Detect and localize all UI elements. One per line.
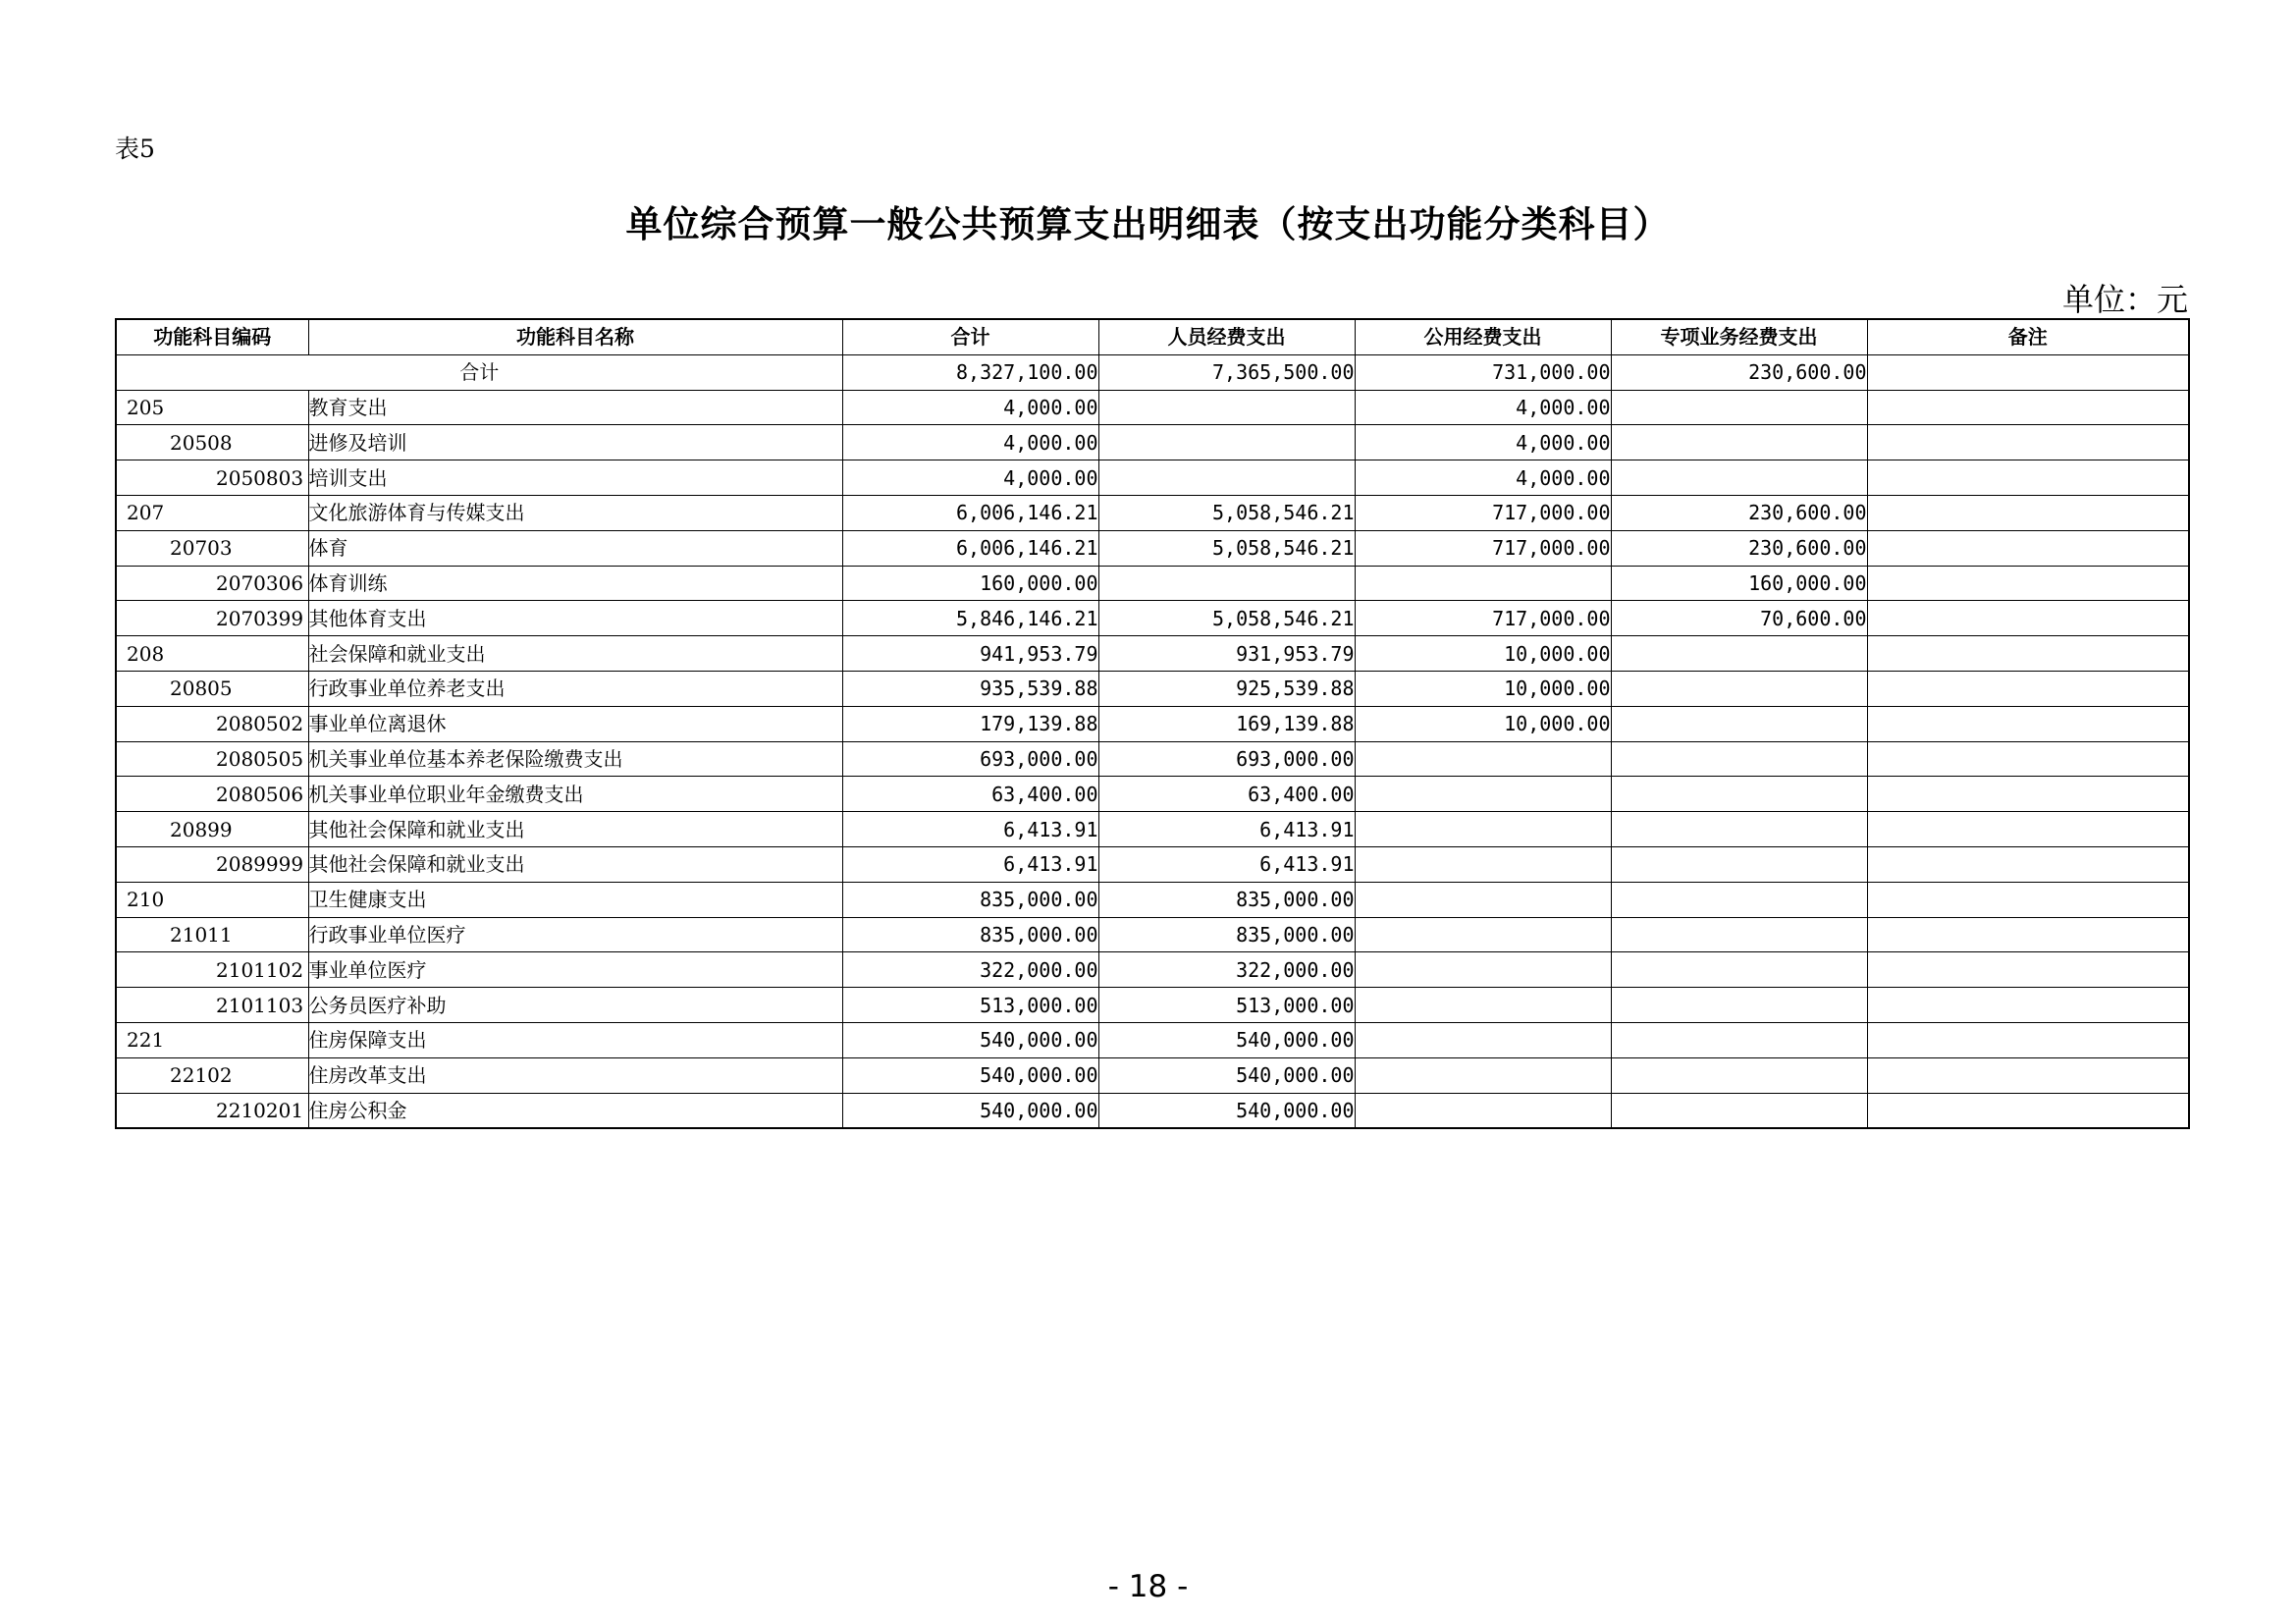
cell-public [1355,1093,1611,1128]
table-row [116,390,2189,425]
cell-remark [1867,846,2189,882]
total-row [116,354,2189,390]
cell-code: 20703 [116,530,308,566]
total-row-total: 8,327,100.00 [842,354,1098,390]
cell-personnel: 540,000.00 [1098,1093,1355,1128]
table-row [116,777,2189,812]
table-row [116,917,2189,952]
cell-total: 513,000.00 [842,988,1098,1023]
header-remark: 备注 [1867,319,2189,354]
cell-name: 体育训练 [308,566,842,601]
cell-personnel: 925,539.88 [1098,671,1355,706]
cell-name: 卫生健康支出 [308,882,842,917]
cell-remark [1867,425,2189,460]
cell-name: 社会保障和就业支出 [308,636,842,672]
cell-total: 6,006,146.21 [842,530,1098,566]
cell-name: 文化旅游体育与传媒支出 [308,495,842,530]
cell-code: 20805 [116,671,308,706]
cell-personnel: 835,000.00 [1098,917,1355,952]
cell-special [1611,671,1867,706]
cell-code: 205 [116,390,308,425]
cell-code: 2089999 [116,846,308,882]
cell-public [1355,988,1611,1023]
cell-special [1611,425,1867,460]
cell-special [1611,988,1867,1023]
cell-public: 10,000.00 [1355,671,1611,706]
cell-public [1355,812,1611,847]
cell-special [1611,1022,1867,1057]
cell-special [1611,917,1867,952]
cell-public [1355,741,1611,777]
cell-personnel: 5,058,546.21 [1098,530,1355,566]
cell-public: 10,000.00 [1355,636,1611,672]
cell-special [1611,952,1867,988]
table-row [116,1093,2189,1128]
cell-name: 进修及培训 [308,425,842,460]
header-personnel: 人员经费支出 [1098,319,1355,354]
cell-code: 20508 [116,425,308,460]
table-row [116,460,2189,496]
cell-name: 培训支出 [308,460,842,496]
cell-personnel: 540,000.00 [1098,1057,1355,1093]
cell-total: 941,953.79 [842,636,1098,672]
cell-public: 4,000.00 [1355,390,1611,425]
table-row [116,812,2189,847]
table-row [116,882,2189,917]
cell-total: 540,000.00 [842,1057,1098,1093]
cell-code: 2080506 [116,777,308,812]
table-row [116,425,2189,460]
cell-public: 4,000.00 [1355,460,1611,496]
cell-code: 2070306 [116,566,308,601]
cell-remark [1867,495,2189,530]
cell-public [1355,777,1611,812]
total-row-remark [1867,354,2189,390]
cell-code: 208 [116,636,308,672]
header-public: 公用经费支出 [1355,319,1611,354]
cell-total: 693,000.00 [842,741,1098,777]
cell-name: 机关事业单位职业年金缴费支出 [308,777,842,812]
cell-public [1355,882,1611,917]
table-row [116,671,2189,706]
cell-special [1611,390,1867,425]
cell-name: 体育 [308,530,842,566]
cell-special [1611,741,1867,777]
table-row [116,495,2189,530]
cell-special: 160,000.00 [1611,566,1867,601]
cell-personnel: 63,400.00 [1098,777,1355,812]
cell-code: 207 [116,495,308,530]
cell-name: 住房公积金 [308,1093,842,1128]
cell-total: 4,000.00 [842,460,1098,496]
header-name: 功能科目名称 [308,319,842,354]
cell-personnel: 5,058,546.21 [1098,601,1355,636]
cell-total: 179,139.88 [842,706,1098,741]
cell-total: 6,413.91 [842,846,1098,882]
cell-remark [1867,812,2189,847]
header-code: 功能科目编码 [116,319,308,354]
cell-public [1355,1057,1611,1093]
cell-remark [1867,988,2189,1023]
cell-total: 4,000.00 [842,390,1098,425]
cell-total: 160,000.00 [842,566,1098,601]
total-row-special: 230,600.00 [1611,354,1867,390]
cell-personnel [1098,390,1355,425]
cell-total: 935,539.88 [842,671,1098,706]
cell-code: 2210201 [116,1093,308,1128]
cell-personnel: 6,413.91 [1098,846,1355,882]
cell-name: 事业单位医疗 [308,952,842,988]
cell-total: 835,000.00 [842,917,1098,952]
cell-personnel: 540,000.00 [1098,1022,1355,1057]
cell-code: 2080502 [116,706,308,741]
cell-name: 其他体育支出 [308,601,842,636]
cell-total: 6,413.91 [842,812,1098,847]
cell-special [1611,777,1867,812]
cell-remark [1867,706,2189,741]
cell-personnel: 693,000.00 [1098,741,1355,777]
cell-public [1355,846,1611,882]
cell-code: 22102 [116,1057,308,1093]
cell-remark [1867,566,2189,601]
cell-personnel [1098,460,1355,496]
cell-special: 230,600.00 [1611,495,1867,530]
cell-special [1611,636,1867,672]
cell-personnel [1098,566,1355,601]
cell-personnel: 835,000.00 [1098,882,1355,917]
cell-special: 230,600.00 [1611,530,1867,566]
cell-remark [1867,1057,2189,1093]
cell-personnel: 169,139.88 [1098,706,1355,741]
cell-name: 公务员医疗补助 [308,988,842,1023]
header-row [116,319,2189,354]
table-row [116,846,2189,882]
cell-name: 机关事业单位基本养老保险缴费支出 [308,741,842,777]
cell-code: 221 [116,1022,308,1057]
cell-public: 10,000.00 [1355,706,1611,741]
cell-public: 4,000.00 [1355,425,1611,460]
cell-public [1355,1022,1611,1057]
table-row [116,741,2189,777]
table-row [116,530,2189,566]
cell-public [1355,952,1611,988]
cell-remark [1867,917,2189,952]
cell-code: 210 [116,882,308,917]
table-number-label: 表5 [115,135,155,163]
cell-total: 540,000.00 [842,1022,1098,1057]
cell-total: 540,000.00 [842,1093,1098,1128]
table-row [116,706,2189,741]
cell-personnel: 931,953.79 [1098,636,1355,672]
cell-remark [1867,636,2189,672]
cell-special [1611,1057,1867,1093]
table-row [116,1057,2189,1093]
cell-total: 322,000.00 [842,952,1098,988]
cell-personnel: 5,058,546.21 [1098,495,1355,530]
cell-name: 住房保障支出 [308,1022,842,1057]
cell-personnel [1098,425,1355,460]
cell-remark [1867,671,2189,706]
cell-total: 4,000.00 [842,425,1098,460]
cell-remark [1867,1093,2189,1128]
table-header [116,319,2189,354]
cell-name: 行政事业单位养老支出 [308,671,842,706]
cell-name: 事业单位离退休 [308,706,842,741]
cell-remark [1867,460,2189,496]
total-row-label: 合计 [116,354,842,390]
table-row [116,988,2189,1023]
page-title: 单位综合预算一般公共预算支出明细表（按支出功能分类科目） [625,203,1671,245]
cell-remark [1867,390,2189,425]
cell-personnel: 322,000.00 [1098,952,1355,988]
cell-special [1611,460,1867,496]
cell-remark [1867,882,2189,917]
cell-name: 住房改革支出 [308,1057,842,1093]
cell-code: 20899 [116,812,308,847]
cell-special [1611,846,1867,882]
cell-remark [1867,530,2189,566]
cell-code: 2080505 [116,741,308,777]
cell-special [1611,812,1867,847]
page-number: - 18 - [1107,1569,1189,1604]
table-row [116,601,2189,636]
table-row [116,566,2189,601]
cell-total: 63,400.00 [842,777,1098,812]
table-row [116,952,2189,988]
cell-public: 717,000.00 [1355,601,1611,636]
cell-name: 其他社会保障和就业支出 [308,812,842,847]
total-row-personnel: 7,365,500.00 [1098,354,1355,390]
cell-name: 行政事业单位医疗 [308,917,842,952]
header-total: 合计 [842,319,1098,354]
cell-public [1355,917,1611,952]
cell-remark [1867,777,2189,812]
cell-remark [1867,601,2189,636]
total-row-public: 731,000.00 [1355,354,1611,390]
cell-code: 21011 [116,917,308,952]
cell-remark [1867,952,2189,988]
cell-personnel: 6,413.91 [1098,812,1355,847]
budget-table [115,318,2190,1129]
header-special: 专项业务经费支出 [1611,319,1867,354]
table-row [116,1022,2189,1057]
cell-total: 835,000.00 [842,882,1098,917]
cell-name: 其他社会保障和就业支出 [308,846,842,882]
cell-code: 2070399 [116,601,308,636]
cell-remark [1867,741,2189,777]
cell-code: 2101103 [116,988,308,1023]
table-row [116,636,2189,672]
cell-special [1611,882,1867,917]
cell-special: 70,600.00 [1611,601,1867,636]
cell-public [1355,566,1611,601]
cell-special [1611,706,1867,741]
table-body [116,354,2189,1128]
cell-name: 教育支出 [308,390,842,425]
cell-total: 6,006,146.21 [842,495,1098,530]
cell-special [1611,1093,1867,1128]
unit-label: 单位：元 [2061,281,2188,318]
cell-code: 2101102 [116,952,308,988]
cell-total: 5,846,146.21 [842,601,1098,636]
cell-code: 2050803 [116,460,308,496]
cell-personnel: 513,000.00 [1098,988,1355,1023]
cell-public: 717,000.00 [1355,530,1611,566]
cell-public: 717,000.00 [1355,495,1611,530]
cell-remark [1867,1022,2189,1057]
